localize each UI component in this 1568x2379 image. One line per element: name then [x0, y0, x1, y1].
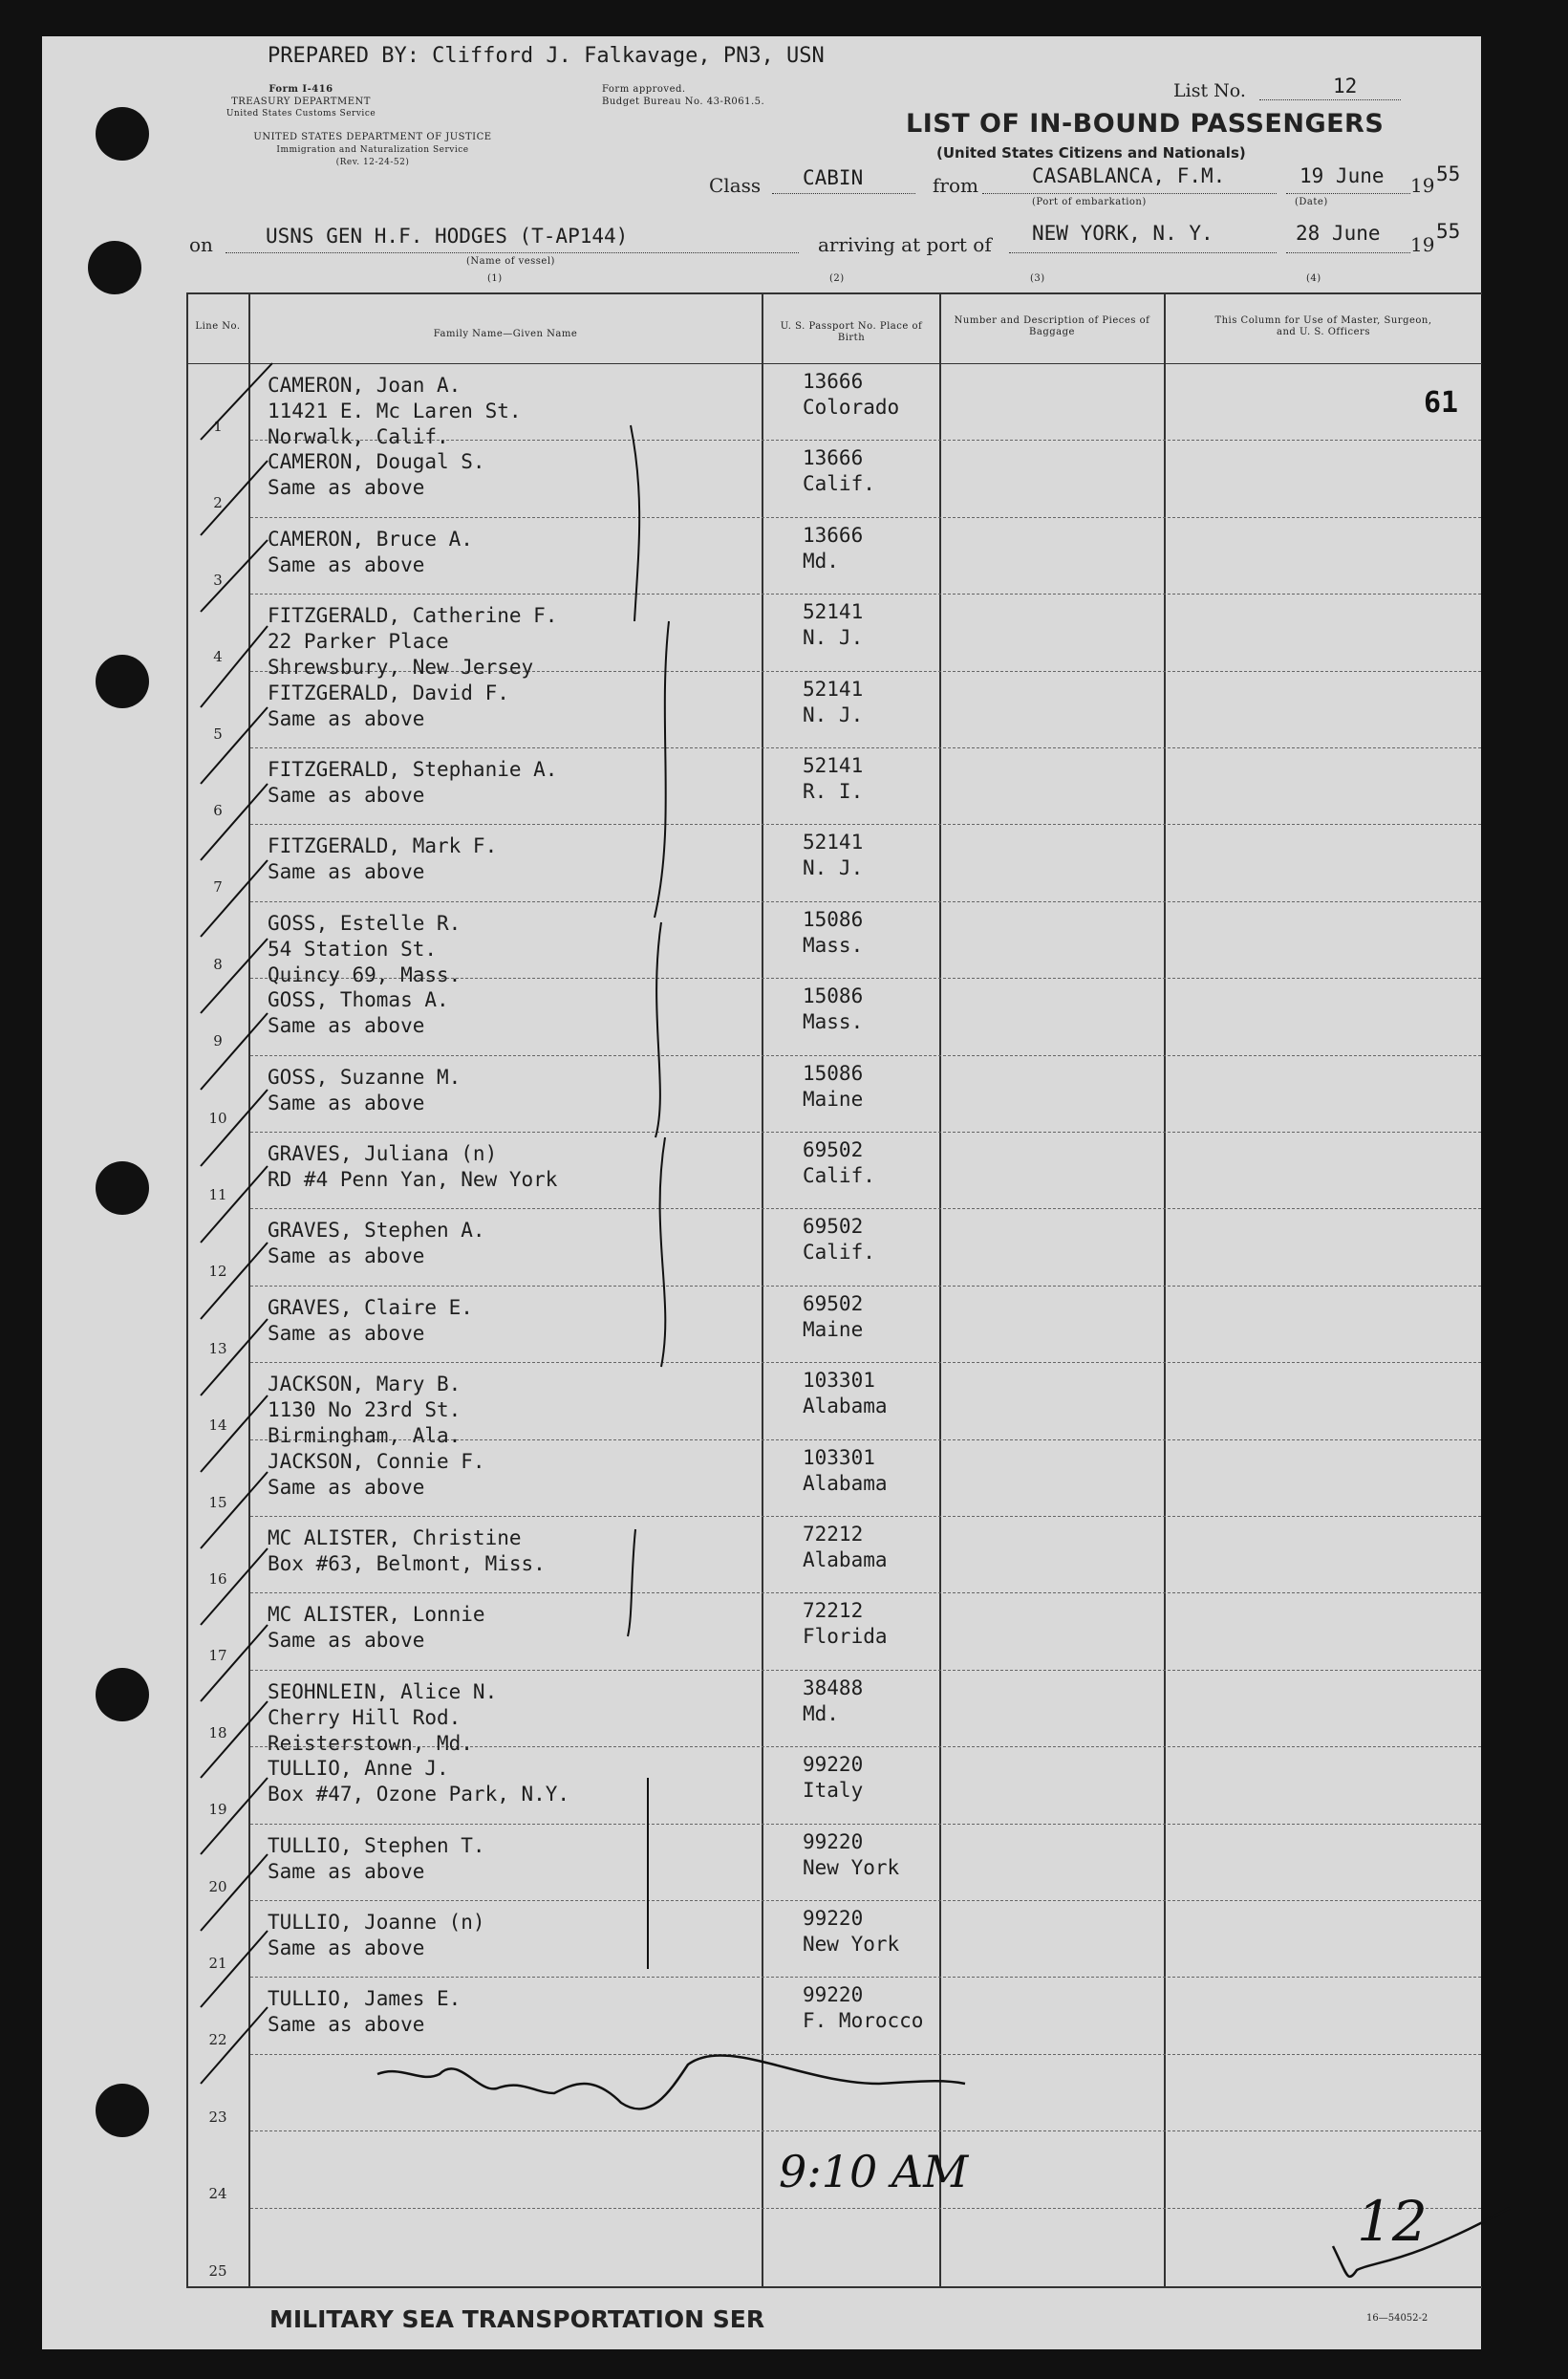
port-of-embarkation: CASABLANCA, F.M.: [1032, 164, 1226, 187]
passport-number: 99220: [803, 1829, 864, 1853]
line-number: 6: [213, 802, 223, 819]
col-header-passport: U. S. Passport No. Place of Birth: [780, 321, 923, 343]
treasury-dept: TREASURY DEPARTMENT: [231, 97, 371, 107]
place-of-birth: R. I.: [803, 780, 864, 803]
place-of-birth: N. J.: [803, 626, 864, 650]
passenger-name: CAMERON, Dougal S.: [268, 450, 485, 474]
line-number: 13: [208, 1339, 227, 1357]
passport-number: 13666: [803, 446, 864, 470]
passport-number: 15086: [803, 907, 864, 931]
passport-number: 103301: [803, 1369, 875, 1393]
date-caption: (Date): [1295, 197, 1328, 207]
place-of-birth: Mass.: [803, 933, 864, 957]
line-number: 16: [208, 1570, 227, 1588]
place-of-birth: Calif.: [803, 1164, 875, 1187]
place-of-birth: Md.: [803, 1701, 839, 1725]
line-number: 23: [208, 2108, 227, 2126]
place-of-birth: Mass.: [803, 1010, 864, 1034]
passport-number: 52141: [803, 831, 864, 854]
list-no-label: List No.: [1173, 80, 1246, 101]
passport-number: 69502: [803, 1215, 864, 1239]
passenger-name: JACKSON, Mary B.: [268, 1373, 462, 1396]
passenger-address: Same as above: [268, 784, 425, 807]
form-code: 16—54052-2: [1366, 2313, 1428, 2324]
place-of-birth: Alabama: [803, 1548, 888, 1571]
passenger-address: RD #4 Penn Yan, New York: [268, 1168, 558, 1191]
line-number: 14: [208, 1417, 227, 1435]
passenger-name: MC ALISTER, Christine: [268, 1526, 522, 1549]
line-number: 7: [213, 878, 223, 897]
handwritten-time: 9:10 AM: [779, 2146, 969, 2197]
passenger-address: Same as above: [268, 1091, 425, 1114]
prepared-by: PREPARED BY: Clifford J. Falkavage, PN3, USN: [268, 44, 825, 68]
line-number: 4: [213, 648, 223, 666]
column-number: (2): [829, 273, 845, 284]
passenger-name: GRAVES, Juliana (n): [268, 1142, 498, 1165]
passenger-name: GOSS, Estelle R.: [268, 911, 462, 935]
passenger-address: 54 Station St.: [268, 937, 438, 961]
passenger-address: Same as above: [268, 706, 425, 730]
passport-number: 99220: [803, 1907, 864, 1930]
place-of-birth: Maine: [803, 1087, 864, 1111]
place-of-birth: Md.: [803, 549, 839, 573]
place-of-birth: Maine: [803, 1317, 864, 1341]
form-subtitle: (United States Citizens and Nationals): [936, 144, 1246, 162]
arrival-year: 55: [1436, 220, 1461, 243]
passenger-address: Same as above: [268, 552, 425, 576]
passport-number: 103301: [803, 1445, 875, 1469]
col-header-name: Family Name—Given Name: [433, 329, 578, 339]
line-number: 8: [213, 955, 223, 973]
form-number: Form I-416: [268, 84, 333, 95]
passport-number: 13666: [803, 370, 864, 393]
passenger-name: CAMERON, Joan A.: [268, 374, 462, 397]
passenger-address: Same as above: [268, 1936, 425, 1959]
bracket-mark: [660, 1137, 666, 1367]
place-of-birth: Calif.: [803, 1241, 875, 1265]
line-number: 1: [213, 418, 223, 435]
signature: [377, 2055, 965, 2109]
justice-dept: UNITED STATES DEPARTMENT OF JUSTICE: [253, 132, 492, 142]
line-number: 3: [213, 571, 223, 589]
port-caption: (Port of embarkation): [1032, 197, 1147, 207]
on-label: on: [189, 233, 213, 256]
line-number: 17: [208, 1647, 227, 1665]
passenger-address: Box #63, Belmont, Miss.: [268, 1552, 546, 1575]
column-number: (3): [1030, 273, 1045, 284]
class-value: CABIN: [803, 166, 864, 189]
passenger-address: 11421 E. Mc Laren St.: [268, 400, 522, 422]
class-label: Class: [709, 174, 762, 197]
place-of-birth: Alabama: [803, 1471, 888, 1495]
line-number: 9: [213, 1032, 223, 1050]
passenger-address: Same as above: [268, 1321, 425, 1345]
column-number: (4): [1306, 273, 1321, 284]
departure-year-prefix: 19: [1410, 174, 1435, 197]
passport-number: 69502: [803, 1291, 864, 1315]
passenger-address: Same as above: [268, 476, 425, 500]
passenger-address: 1130 No 23rd St.: [268, 1398, 462, 1422]
passport-number: 99220: [803, 1983, 864, 2007]
form-title: LIST OF IN-BOUND PASSENGERS: [906, 109, 1385, 139]
passport-number: 99220: [803, 1753, 864, 1777]
passenger-address: Same as above: [268, 860, 425, 884]
place-of-birth: New York: [803, 1855, 900, 1879]
passenger-name: GRAVES, Claire E.: [268, 1295, 473, 1319]
stamp: MILITARY SEA TRANSPORTATION SER: [269, 2305, 765, 2333]
passenger-address: Box #47, Ozone Park, N.Y.: [268, 1783, 570, 1806]
place-of-birth: N. J.: [803, 703, 864, 726]
passport-number: 38488: [803, 1676, 864, 1699]
form-approved: Form approved.: [602, 84, 686, 95]
passenger-name: FITZGERALD, Mark F.: [268, 834, 498, 858]
bracket-mark: [631, 425, 639, 621]
passenger-name: FITZGERALD, Stephanie A.: [268, 758, 558, 781]
passenger-name: GOSS, Suzanne M.: [268, 1065, 462, 1089]
passport-number: 15086: [803, 1061, 864, 1085]
col-header-officers: This Column for Use of Master, Surgeon, and U. S. Officers: [1214, 315, 1432, 337]
passenger-name: CAMERON, Bruce A.: [268, 527, 473, 551]
line-number: 11: [208, 1186, 227, 1203]
line-number: 21: [208, 1955, 227, 1972]
passenger-address: Same as above: [268, 1014, 425, 1038]
passport-number: 13666: [803, 523, 864, 547]
arriving-label: arriving at port of: [818, 233, 992, 256]
passenger-address: Same as above: [268, 1475, 425, 1499]
passport-number: 52141: [803, 600, 864, 624]
line-number: 10: [208, 1109, 227, 1127]
passenger-address: Same as above: [268, 1859, 425, 1883]
passport-number: 15086: [803, 984, 864, 1008]
departure-date: 19 June: [1300, 164, 1385, 187]
passport-number: 69502: [803, 1138, 864, 1161]
line-number: 18: [208, 1723, 227, 1741]
line-number: 24: [208, 2185, 227, 2203]
passenger-address: Cherry Hill Rod.: [268, 1705, 462, 1729]
officer-note: 61: [1424, 386, 1459, 420]
passenger-name: TULLIO, Joanne (n): [268, 1911, 485, 1934]
place-of-birth: Calif.: [803, 472, 875, 496]
passenger-address: Same as above: [268, 2013, 425, 2037]
place-of-birth: Italy: [803, 1779, 864, 1803]
passenger-name: TULLIO, James E.: [268, 1987, 462, 2011]
bracket-mark: [655, 621, 669, 918]
bracket-mark: [655, 922, 661, 1137]
passport-number: 52141: [803, 677, 864, 701]
vessel-caption: (Name of vessel): [466, 256, 555, 267]
passenger-name: JACKSON, Connie F.: [268, 1449, 485, 1473]
passenger-address: Same as above: [268, 1244, 425, 1268]
place-of-birth: N. J.: [803, 856, 864, 880]
col-header-line-no: Line No.: [195, 321, 241, 332]
from-label: from: [933, 174, 978, 197]
passenger-name: SEOHNLEIN, Alice N.: [268, 1679, 498, 1703]
column-number: (1): [487, 273, 503, 284]
list-number: 12: [1333, 75, 1358, 97]
passenger-address: Shrewsbury, New Jersey: [268, 656, 534, 680]
passenger-address: Norwalk, Calif.: [268, 425, 449, 448]
passport-number: 72212: [803, 1599, 864, 1623]
line-number: 19: [208, 1801, 227, 1819]
line-number: 15: [208, 1493, 227, 1511]
bracket-mark: [628, 1529, 635, 1636]
passenger-address: Birmingham, Ala.: [268, 1424, 462, 1448]
passenger-address: Reisterstown, Md.: [268, 1731, 473, 1755]
immigration-service: Immigration and Naturalization Service: [276, 145, 469, 155]
passenger-name: GRAVES, Stephen A.: [268, 1219, 485, 1243]
line-number: 25: [208, 2261, 227, 2280]
handwritten-page-number: 12: [1357, 2189, 1428, 2254]
line-number: 12: [208, 1263, 227, 1281]
col-header-baggage: Number and Description of Pieces of Baggage: [954, 315, 1150, 337]
passenger-address: Same as above: [268, 1629, 425, 1653]
departure-year: 55: [1436, 162, 1461, 185]
passenger-name: TULLIO, Anne J.: [268, 1757, 449, 1781]
vessel-name: USNS GEN H.F. HODGES (T-AP144): [266, 225, 629, 248]
budget-bureau: Budget Bureau No. 43-R061.5.: [602, 97, 765, 107]
arrival-year-prefix: 19: [1410, 233, 1435, 256]
line-number: 22: [208, 2031, 227, 2049]
line-number: 5: [213, 725, 223, 743]
place-of-birth: Colorado: [803, 396, 900, 419]
passenger-name: FITZGERALD, David F.: [268, 681, 509, 704]
passenger-name: MC ALISTER, Lonnie: [268, 1603, 485, 1627]
passenger-address: Quincy 69, Mass.: [268, 962, 462, 986]
passenger-name: FITZGERALD, Catherine F.: [268, 604, 558, 628]
passenger-address: 22 Parker Place: [268, 630, 449, 654]
place-of-birth: New York: [803, 1933, 900, 1956]
passenger-name: TULLIO, Stephen T.: [268, 1833, 485, 1857]
passport-number: 72212: [803, 1523, 864, 1546]
form-revision: (Rev. 12-24-52): [335, 158, 410, 167]
passenger-name: GOSS, Thomas A.: [268, 988, 449, 1012]
tick-marks: [201, 363, 272, 2084]
arrival-port: NEW YORK, N. Y.: [1032, 222, 1214, 245]
line-number: 20: [208, 1877, 227, 1895]
arrival-date: 28 June: [1296, 222, 1381, 245]
place-of-birth: Alabama: [803, 1395, 888, 1418]
customs-service: United States Customs Service: [226, 109, 376, 119]
passport-number: 52141: [803, 754, 864, 777]
place-of-birth: F. Morocco: [803, 2009, 924, 2033]
place-of-birth: Florida: [803, 1625, 888, 1649]
line-number: 2: [213, 494, 223, 512]
